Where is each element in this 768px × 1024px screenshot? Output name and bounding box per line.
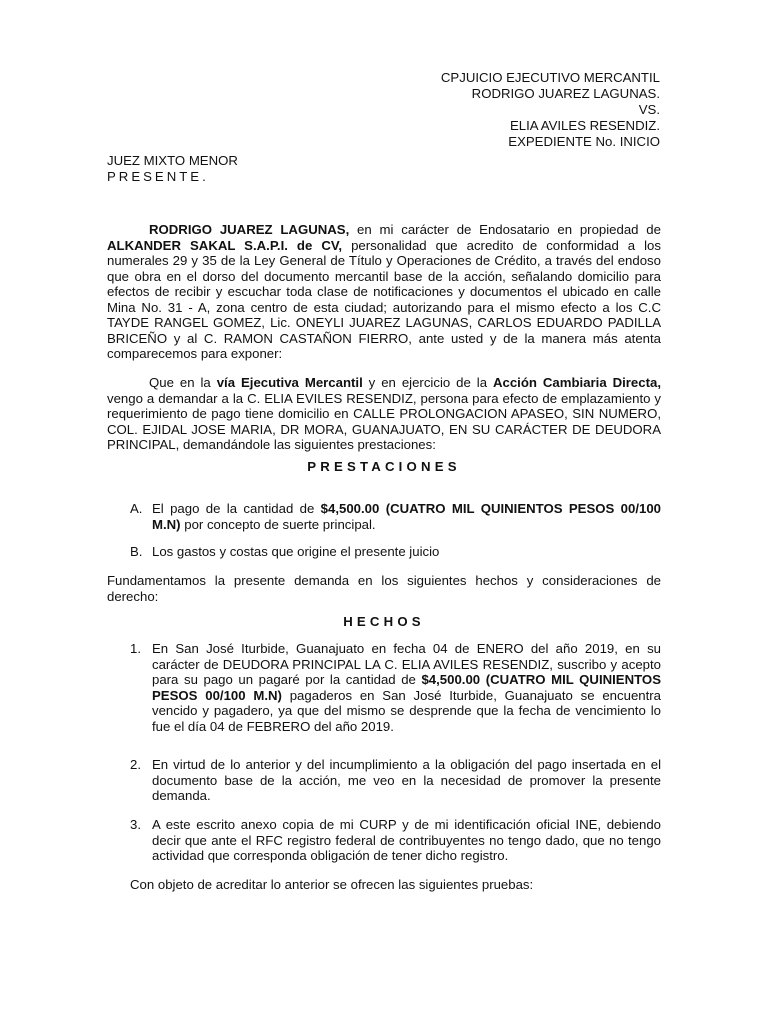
intro-text-2: personalidad que acredito de conformidad a los numerales 29 y 35 de la Ley General de Título y Operaciones de Crédito, a través del endoso que obra en el dorso del documento mercantil base de la acción, señalando domicilio para efectos de recibir y escuchar toda clase de notificaciones y documentos el ubicado en calle Mina No. 31 - A, zona centro de esta ciudad; autorizando para el mismo efecto a los C.C TAYDE RANGEL GOMEZ, Lic. ONEYLI JUAREZ LAGUNAS, CARLOS EDUARDO PADILLA BRICEÑO y al C. RAMON CASTAÑON FIERRO, ante usted y de la manera más atenta comparecemos para exponer: xyxy=(107,237,661,361)
hecho-text: En San José Iturbide, Guanajuato en fecha 04 de ENERO del año 2019, en su carácter de DEUDORA PRINCIPAL LA C. ELIA AVILES RESENDIZ, suscribo y acepto para su pago un pagaré por la cantidad de xyxy=(152,641,661,687)
prestacion-text: Los gastos y costas que origine el presente juicio xyxy=(152,544,440,559)
prestacion-item xyxy=(130,501,661,532)
intro-text-1: en mi carácter de Endosatario en propiedad de xyxy=(349,222,661,237)
list-marker: B. xyxy=(130,544,143,559)
hecho-text: A este escrito anexo copia de mi CURP y de mi identificación oficial INE, debiendo decir que ante el RFC registro federal de contribuyentes no tengo dado, que no tengo actividad que corresponda obligación de tener dicho registro. xyxy=(152,817,661,863)
hecho-item xyxy=(130,757,661,804)
hecho-text: En virtud de lo anterior y del incumplimiento a la obligación del pago insertada en el documento base de la acción, me veo en la necesidad de promover la presente demanda. xyxy=(152,757,661,803)
prestacion-text: por concepto de suerte principal. xyxy=(180,516,376,532)
claim-text-2: y en ejercicio de la xyxy=(362,375,493,390)
addressee-judge: JUEZ MIXTO MENOR xyxy=(107,153,238,168)
fundamento-paragraph: Fundamentamos la presente demanda en los siguientes hechos y consideraciones de derecho: xyxy=(107,573,661,604)
list-marker: 3. xyxy=(130,817,141,832)
header-line-versus: VS. xyxy=(638,102,660,117)
claim-accion: Acción Cambiaria Directa, xyxy=(492,375,661,390)
pruebas-paragraph: Con objeto de acreditar lo anterior se ofrecen las siguientes pruebas: xyxy=(130,877,534,892)
header-line-plaintiff: RODRIGO JUAREZ LAGUNAS. xyxy=(471,86,660,101)
prestaciones-heading: PRESTACIONES xyxy=(307,459,461,474)
addressee-presente: PRESENTE. xyxy=(107,169,209,184)
hecho-text: pagaderos en San José Iturbide, Guanajuato se encuentra vencido y pagadero, ya que del mismo se desprende que la fecha de vencimiento lo fue el día 04 de FEBRERO del año 2019. xyxy=(152,687,661,734)
addressee xyxy=(107,153,238,185)
claim-text-1: Que en la xyxy=(149,375,217,390)
hecho-amount: $4,500.00 (CUATRO MIL QUINIENTOS PESOS 00/100 M.N) xyxy=(152,672,661,703)
list-marker: A. xyxy=(130,501,143,516)
plaintiff-name: RODRIGO JUAREZ LAGUNAS, xyxy=(149,222,350,237)
hechos-heading: HECHOS xyxy=(343,614,425,629)
header-line-expediente: EXPEDIENTE No. INICIO xyxy=(508,134,660,149)
company-name: ALKANDER SAKAL S.A.P.I. de CV, xyxy=(107,237,343,253)
claim-paragraph xyxy=(107,375,661,453)
claim-via: vía Ejecutiva Mercantil xyxy=(216,375,363,390)
intro-paragraph xyxy=(107,222,661,362)
prestacion-text: El pago de la cantidad de xyxy=(152,501,321,516)
header-line-case-type: CPJUICIO EJECUTIVO MERCANTIL xyxy=(440,70,660,85)
hecho-item xyxy=(130,817,661,864)
list-marker: 2. xyxy=(130,757,141,772)
prestacion-item xyxy=(130,544,661,560)
case-header xyxy=(441,70,660,150)
list-marker: 1. xyxy=(130,641,141,656)
prestacion-amount: $4,500.00 (CUATRO MIL QUINIENTOS PESOS 00/100 M.N) xyxy=(152,501,662,532)
hecho-item xyxy=(130,641,661,734)
claim-text-3: vengo a demandar a la C. ELIA EVILES RESENDIZ, persona para efecto de emplazamiento y requerimiento de pago tiene domicilio en CALLE PROLONGACION APASEO, SIN NUMERO, COL. EJIDAL JOSE MARIA, DR MORA, GUANAJUATO, EN SU CARÁCTER DE DEUDORA PRINCIPAL, demandándole las siguientes prestaciones: xyxy=(107,390,661,452)
header-line-defendant: ELIA AVILES RESENDIZ. xyxy=(509,118,660,133)
